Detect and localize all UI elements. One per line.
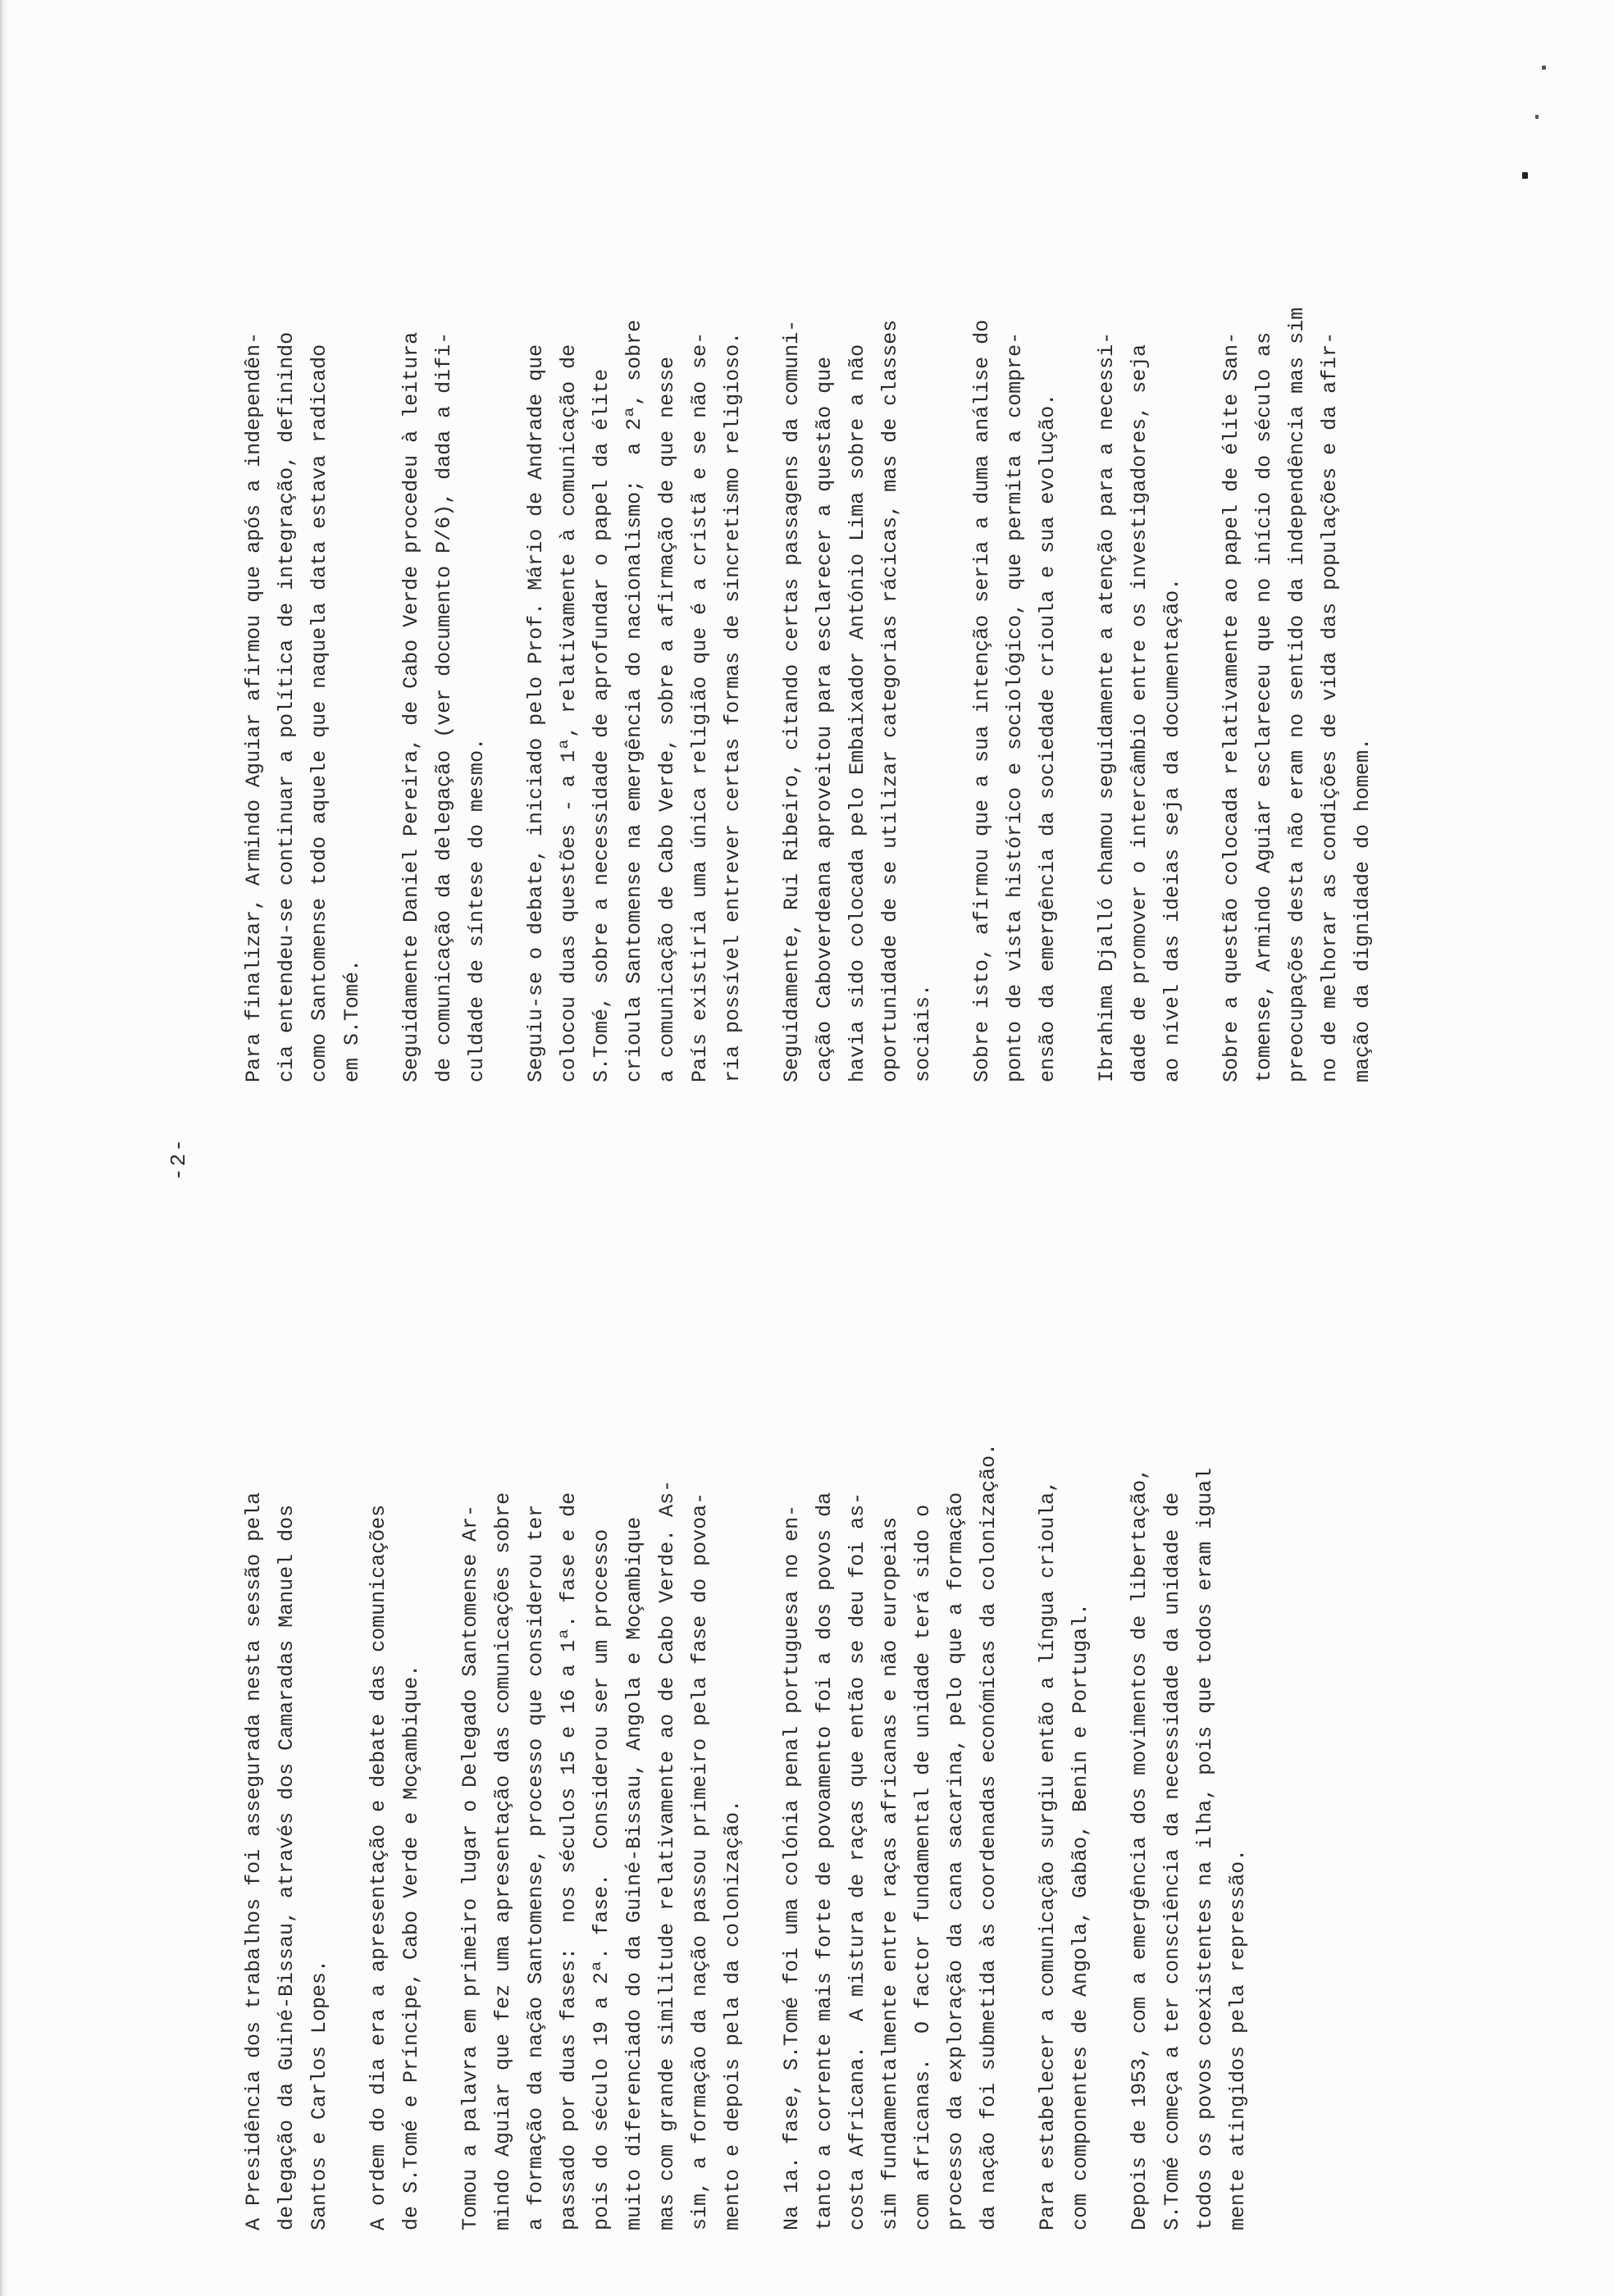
text-line: Sobre isto, afirmou que a sua intenção seria a duma análise do	[970, 319, 994, 1082]
text-line: ria possível entrever certas formas de sincretismo religioso.	[721, 331, 745, 1082]
text-line: Na 1a. fase, S.Tomé foi uma colónia penal portuguesa no en-	[780, 1504, 804, 2230]
paragraph	[238, 74, 369, 1082]
text-line: mas com grande similitude relativamente ao de Cabo Verde. As-	[655, 1479, 679, 2230]
text-line: no de melhorar as condições de vida das populações e da afir-	[1318, 331, 1342, 1082]
paragraph	[520, 74, 750, 1082]
text-line: oportunidade de se utilizar categorias rácicas, mas de classes	[878, 319, 902, 1082]
text-line: a comunicação de Cabo Verde, sobre a afirmação de que nesse	[655, 356, 679, 1082]
paragraph	[776, 74, 940, 1082]
paragraph	[454, 1222, 750, 2230]
text-line: como Santomense todo aquele que naquela data estava radicado	[308, 344, 331, 1082]
text-line: processo da exploração da cana sacarina, pelo que a formação	[944, 1492, 968, 2230]
text-line: Santos e Carlos Lopes.	[308, 1959, 331, 2230]
text-line: da nação foi submetida às coordenadas económicas da colonização.	[977, 1442, 1001, 2230]
paragraph	[1032, 1222, 1097, 2230]
text-line: com componentes de Angola, Gabão, Benin e Portugal.	[1069, 1602, 1092, 2230]
text-line: culdade de síntese do mesmo.	[465, 737, 489, 1082]
text-line: delegação da Guiné-Bissau, através dos Camaradas Manuel dos	[275, 1504, 299, 2230]
text-line: mento e depois pela da colonização.	[721, 1799, 745, 2230]
text-line: Ibrahima Djalló chamou seguidamente a atenção para a necessi-	[1095, 331, 1119, 1082]
paragraph	[1215, 74, 1379, 1082]
text-line: sociais.	[911, 983, 935, 1082]
text-line: Para finalizar, Armindo Aguiar afirmou que após a independên-	[242, 331, 266, 1082]
text-line: cação Caboverdeana aproveitou para esclarecer a questão que	[813, 356, 837, 1082]
text-line: Tomou a palavra em primeiro lugar o Delegado Santomense Ar-	[458, 1504, 482, 2230]
text-line: passado por duas fases: nos séculos 15 e 16 a 1ª. fase e de	[557, 1492, 581, 2230]
paragraph	[362, 1222, 428, 2230]
text-line: de S.Tomé e Príncipe, Cabo Verde e Moçambique.	[399, 1664, 423, 2230]
text-line: A Presidência dos trabalhos foi assegurada nesta sessão pela	[242, 1492, 266, 2230]
left-column	[238, 1222, 1281, 2230]
paragraph	[395, 74, 494, 1082]
paragraph	[966, 74, 1065, 1082]
text-line: tomense, Armindo Aguiar esclareceu que no início do século as	[1252, 331, 1276, 1082]
paragraph	[776, 1222, 1005, 2230]
paragraph	[1124, 1222, 1255, 2230]
text-line: com africanas. O factor fundamental de unidade terá sido o	[911, 1504, 935, 2230]
text-line: mindo Aguiar que fez uma apresentação das comunicações sobre	[491, 1492, 515, 2230]
text-line: crioula Santomense na emergência do nacionalismo; a 2ª, sobre	[622, 319, 646, 1082]
text-line: ponto de vista histórico e sociológico, que permita a compre-	[1003, 331, 1027, 1082]
text-line: em S.Tomé.	[340, 959, 364, 1082]
text-line: S.Tomé, sobre a necessidade de aprofundar o papel da élite	[590, 368, 613, 1082]
text-line: sim, a formação da nação passou primeiro pela fase do povoa-	[688, 1492, 712, 2230]
text-line: pois do século 19 a 2ª. fase. Considerou ser um processo	[590, 1528, 613, 2230]
text-line: de comunicação da delegação (ver documento P/6), dada a difi-	[432, 331, 456, 1082]
text-line: Para estabelecer a comunicação surgiu então a língua crioula,	[1036, 1479, 1060, 2230]
text-line: costa Africana. A mistura de raças que então se deu foi as-	[846, 1492, 869, 2230]
text-line: País existiria uma única religião que é a cristã e se não se-	[688, 331, 712, 1082]
text-line: tanto a corrente mais forte de povoamento foi a dos povos da	[813, 1492, 837, 2230]
text-line: colocou duas questões - a 1ª, relativamente à comunicação de	[557, 344, 581, 1082]
text-line: Seguidamente Daniel Pereira, de Cabo Verde procedeu à leitura	[399, 331, 423, 1082]
text-line: Sobre a questão colocada relativamente ao papel de élite San-	[1220, 331, 1243, 1082]
text-line: a formação da nação Santomense, processo que considerou ter	[524, 1504, 548, 2230]
page-number: -2-	[166, 1137, 191, 1181]
text-line: muito diferenciado do da Guiné-Bissau, Angola e Moçambique	[622, 1516, 646, 2230]
paragraph	[1091, 74, 1189, 1082]
text-line: cia entendeu-se continuar a política de integração, definindo	[275, 331, 299, 1082]
text-line: Seguiu-se o debate, iniciado pelo Prof. Mário de Andrade que	[524, 344, 548, 1082]
text-line: ao nível das ideias seja da documentação.	[1160, 577, 1184, 1082]
text-line: todos os povos coexistentes na ilha, pois que todos eram igual	[1193, 1467, 1217, 2230]
text-line: ensão da emergência da sociedade crioula e sua evolução.	[1036, 393, 1060, 1082]
right-column	[238, 74, 1406, 1082]
text-line: A ordem do dia era a apresentação e debate das comunicações	[367, 1504, 390, 2230]
text-line: S.Tomé começa a ter consciência da necessidade da unidade de	[1160, 1492, 1184, 2230]
text-line: havia sido colocada pelo Embaixador António Lima sobre a não	[846, 344, 869, 1082]
text-line: dade de promover o intercâmbio entre os investigadores, seja	[1128, 344, 1151, 1082]
text-line: Depois de 1953, com a emergência dos movimentos de libertação,	[1128, 1467, 1151, 2230]
paragraph	[238, 1222, 336, 2230]
text-line: sim fundamentalmente entre raças africanas e não europeias	[878, 1516, 902, 2230]
text-line: preocupações desta não eram no sentido da independência mas sim	[1285, 307, 1309, 1082]
text-line: Seguidamente, Rui Ribeiro, citando certas passagens da comuni-	[780, 319, 804, 1082]
text-line: mente atingidos pela repressão.	[1226, 1848, 1250, 2230]
text-line: mação da dignidade do homem.	[1351, 737, 1375, 1082]
